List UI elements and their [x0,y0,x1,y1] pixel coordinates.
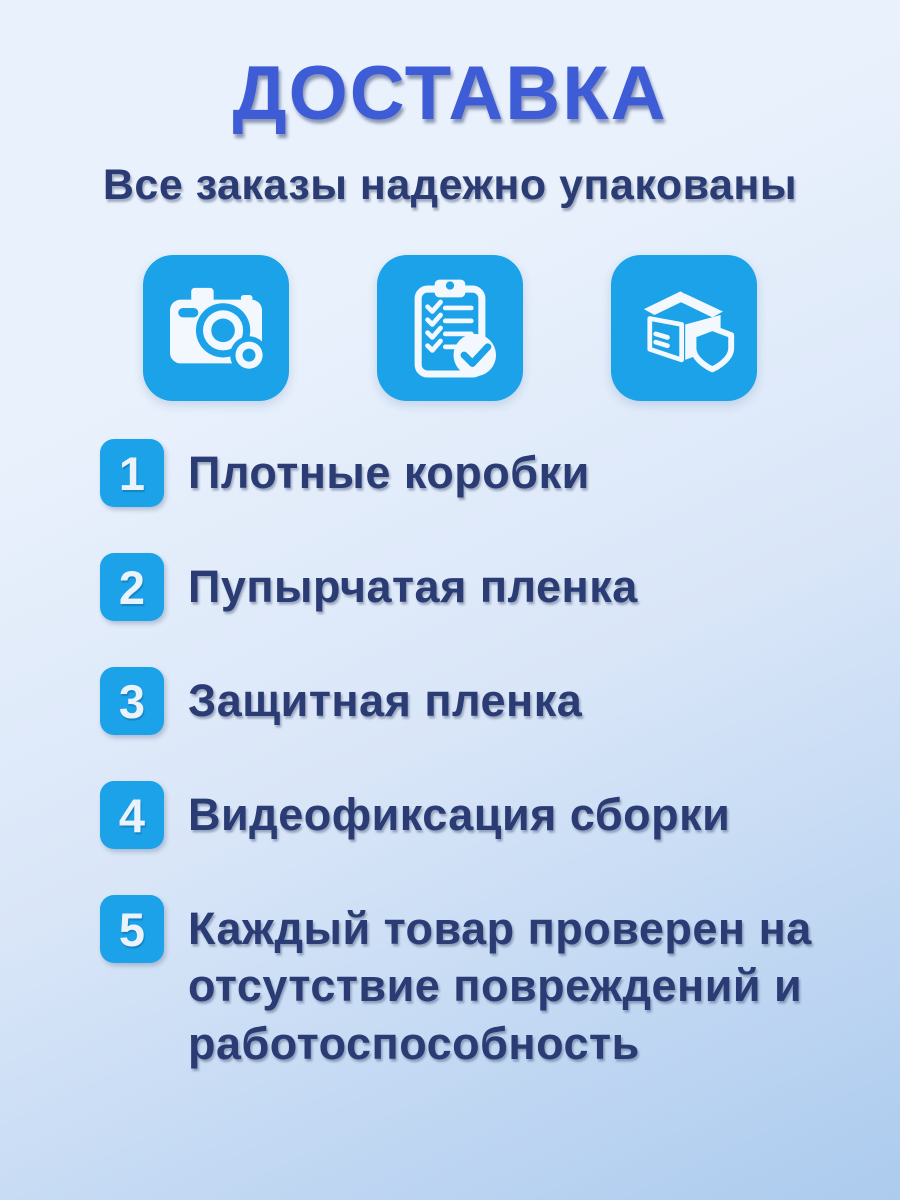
list-item-label: Защитная пленка [188,675,583,727]
number-badge: 1 [100,439,164,507]
list-item [100,667,870,735]
list-item [100,781,870,849]
page-title: ДОСТАВКА [232,51,668,136]
list-item-label: Видеофиксация сборки [188,789,731,841]
camera-tile [143,255,289,401]
list-item-label: Пупырчатая пленка [188,561,638,613]
list-item-label: Каждый товар проверен на отсутствие повреждений и работоспособность [188,903,812,1069]
number-badge: 5 [100,895,164,963]
feature-icons-row [0,255,900,401]
number-badge: 3 [100,667,164,735]
feature-list [0,439,900,1117]
package-shield-icon [625,269,743,387]
page-subtitle: Все заказы надежно упакованы [102,161,798,209]
checklist-tile [377,255,523,401]
number-badge: 2 [100,553,164,621]
checklist-check-icon [391,269,509,387]
package-tile [611,255,757,401]
list-item-label: Плотные коробки [188,447,590,499]
camera-icon [157,269,275,387]
list-item [100,895,870,1071]
list-item [100,439,870,507]
list-item [100,553,870,621]
number-badge: 4 [100,781,164,849]
